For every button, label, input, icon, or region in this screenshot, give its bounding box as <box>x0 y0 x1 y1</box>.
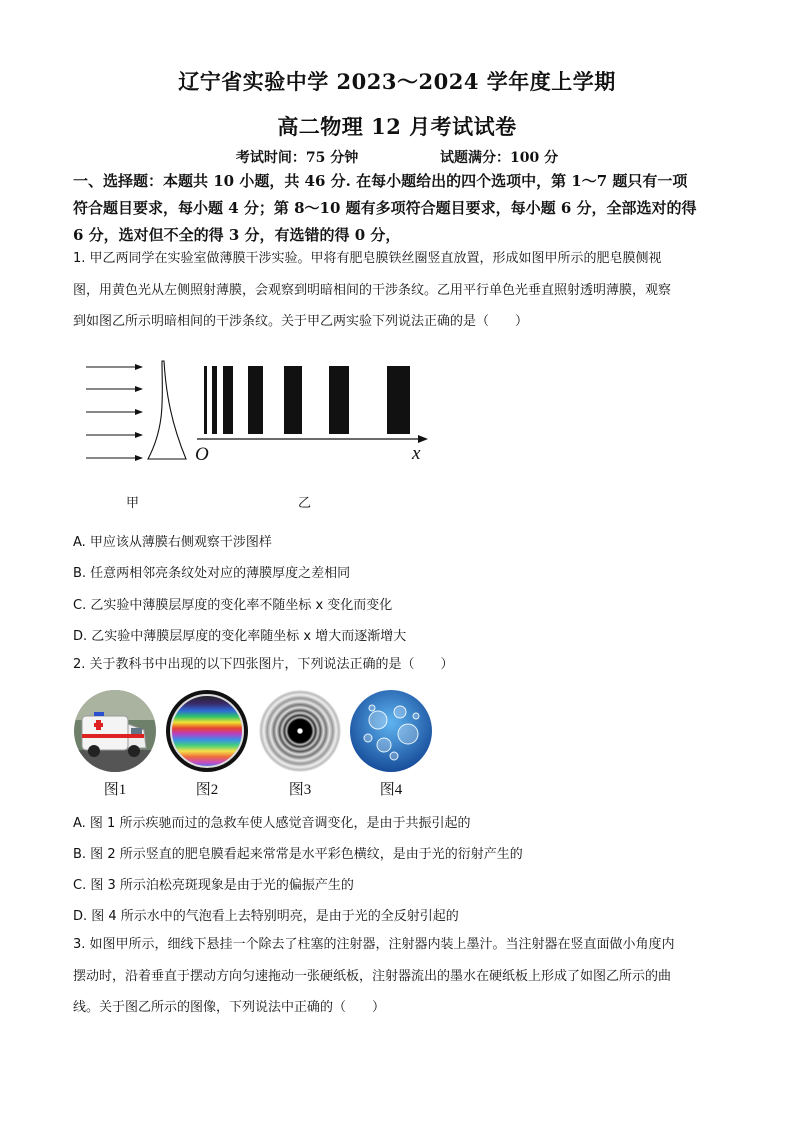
figure-1-ambulance-image <box>74 690 156 772</box>
section-instructions <box>73 168 733 249</box>
figure-4-caption: 图4 <box>379 782 403 798</box>
option-a: A. 图 1 所示疾驰而过的急救车使人感觉音调变化，是由于共振引起的 <box>73 816 471 831</box>
option-d: D. 乙实验中薄膜层厚度的变化率随坐标 x 增大而逐渐增大 <box>73 629 407 644</box>
option-c: C. 乙实验中薄膜层厚度的变化率不随坐标 x 变化而变化 <box>73 598 393 613</box>
question-3-stem <box>73 929 723 1024</box>
axis-x-label: x <box>412 443 421 464</box>
light-arrows <box>86 367 142 458</box>
figure-2-caption: 图2 <box>195 782 219 798</box>
option-b: B. 图 2 所示竖直的肥皂膜看起来常常是水平彩色横纹，是由于光的衍射产生的 <box>73 847 523 862</box>
figure-yi-fringes <box>192 360 437 466</box>
option-b: B. 任意两相邻亮条纹处对应的薄膜厚度之差相同 <box>73 566 351 581</box>
section-line: 一、选择题：本题共 10 小题，共 46 分. 在每小题给出的四个选项中，第 1～7 题只有一项 <box>73 172 688 190</box>
section-line: 6 分，选对但不全的得 3 分，有选错的得 0 分， <box>73 226 401 244</box>
figure-4-bubbles-image <box>350 690 432 772</box>
stem-line: 摆动时，沿着垂直于摆动方向匀速拖动一张硬纸板，注射器流出的墨水在硬纸板上形成了如图乙所示的曲 <box>73 968 672 984</box>
film-wedge-shape <box>148 361 186 459</box>
stem-line: 线。关于图乙所示的图像，下列说法中正确的（ ） <box>73 1000 386 1015</box>
exam-title-line2: 高二物理 12 月考试试卷 <box>277 114 517 139</box>
figure-2-soap-film-image <box>166 690 248 772</box>
question-2-stem: 2. 关于教科书中出现的以下四张图片，下列说法正确的是（ ） <box>73 657 454 672</box>
option-d: D. 图 4 所示水中的气泡看上去特别明亮，是由于光的全反射引起的 <box>73 909 459 924</box>
question-1-stem <box>73 243 723 338</box>
stem-line: 3. 如图甲所示，细线下悬挂一个除去了柱塞的注射器，注射器内装上墨汁。当注射器在竖直面做小角度内 <box>73 937 675 952</box>
stem-line: 图，用黄色光从左侧照射薄膜，会观察到明暗相间的干涉条纹。乙用平行单色光垂直照射透明薄膜，观察 <box>73 282 672 298</box>
figure-3-caption: 图3 <box>288 782 312 798</box>
x-axis-arrow <box>418 435 428 443</box>
stem-line: 1. 甲乙两同学在实验室做薄膜干涉实验。甲将有肥皂膜铁丝圈竖直放置，形成如图甲所示的肥皂膜侧视 <box>73 251 662 266</box>
stem-line: 到如图乙所示明暗相间的干涉条纹。关于甲乙两实验下列说法正确的是（ ） <box>73 314 529 329</box>
figure-3-poisson-spot-image <box>259 690 341 772</box>
section-line: 符合题目要求，每小题 4 分；第 8～10 题有多项符合题目要求，每小题 6 分，全部选对的得 <box>73 199 697 217</box>
figure-label-jia: 甲 <box>126 496 140 511</box>
figure-1-caption: 图1 <box>103 782 127 798</box>
figure-label-yi: 乙 <box>298 496 312 511</box>
exam-score: 试题满分：100 分 <box>440 150 559 166</box>
option-a: A. 甲应该从薄膜右侧观察干涉图样 <box>73 535 272 550</box>
option-c: C. 图 3 所示泊松亮斑现象是由于光的偏振产生的 <box>73 878 354 893</box>
exam-title-line1: 辽宁省实验中学 2023～2024 学年度上学期 <box>178 69 616 94</box>
exam-meta <box>0 147 794 167</box>
figure-jia-soap-film <box>80 355 200 465</box>
axis-origin-label: O <box>195 444 209 465</box>
fringe-bars <box>204 366 410 434</box>
exam-time: 考试时间：75 分钟 <box>235 150 359 166</box>
